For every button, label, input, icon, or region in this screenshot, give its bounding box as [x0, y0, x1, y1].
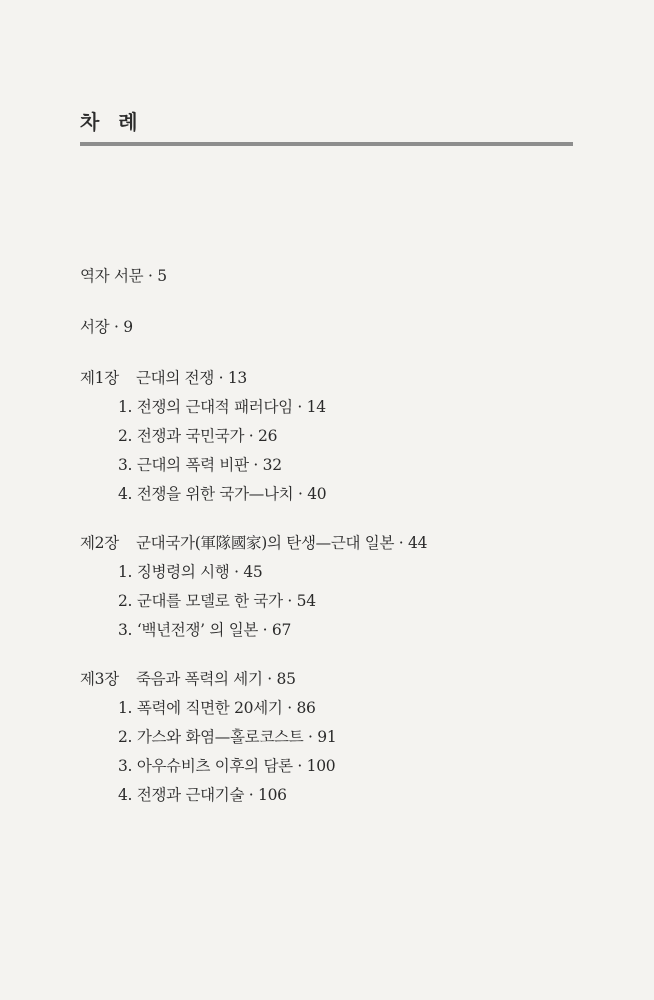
page-title: 차 례 — [80, 110, 144, 134]
title-rule — [80, 142, 573, 146]
chapter-2 — [80, 529, 600, 645]
chapter-heading[interactable] — [80, 665, 600, 694]
chapter-heading[interactable] — [80, 364, 600, 393]
toc-section[interactable]: 3. 근대의 폭력 비판 · 32 — [118, 456, 282, 474]
chapter-title: 군대국가(軍隊國家)의 탄생—근대 일본 · 44 — [136, 534, 428, 552]
chapter-number: 제3장 — [80, 670, 119, 688]
toc-section[interactable]: 3. ‘백년전쟁’ 의 일본 · 67 — [118, 621, 292, 639]
toc-section[interactable]: 1. 전쟁의 근대적 패러다임 · 14 — [118, 398, 326, 416]
toc-section[interactable]: 3. 아우슈비츠 이후의 담론 · 100 — [118, 757, 336, 775]
toc-section[interactable]: 4. 전쟁을 위한 국가—나치 · 40 — [118, 485, 327, 503]
chapter-number: 제2장 — [80, 534, 119, 552]
toc-section[interactable]: 2. 군대를 모델로 한 국가 · 54 — [118, 592, 316, 610]
toc-section[interactable]: 1. 징병령의 시행 · 45 — [118, 563, 263, 581]
chapter-title: 죽음과 폭력의 세기 · 85 — [136, 670, 296, 688]
toc-section[interactable]: 4. 전쟁과 근대기술 · 106 — [118, 786, 287, 804]
toc-section[interactable]: 2. 가스와 화염—홀로코스트 · 91 — [118, 728, 337, 746]
toc-entry-translator-preface[interactable]: 역자 서문 · 5 — [80, 267, 167, 285]
toc-section[interactable]: 1. 폭력에 직면한 20세기 · 86 — [118, 699, 316, 717]
chapter-heading[interactable] — [80, 529, 600, 558]
chapter-number: 제1장 — [80, 369, 119, 387]
chapter-3 — [80, 665, 600, 810]
table-of-contents — [80, 262, 600, 830]
chapter-1 — [80, 364, 600, 509]
toc-section[interactable]: 2. 전쟁과 국민국가 · 26 — [118, 427, 278, 445]
chapter-title: 근대의 전쟁 · 13 — [136, 369, 247, 387]
toc-entry-introduction[interactable]: 서장 · 9 — [80, 318, 133, 336]
